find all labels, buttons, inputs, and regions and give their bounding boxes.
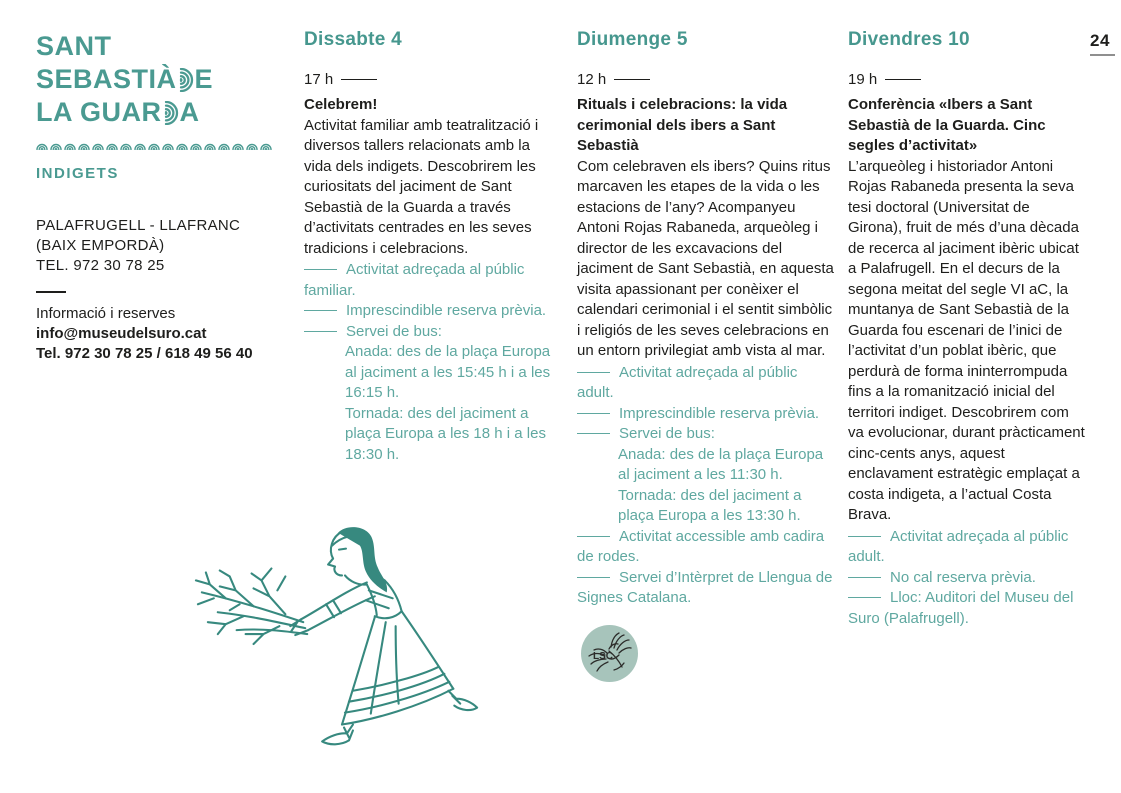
note-item: No cal reserva prèvia.	[848, 568, 1088, 589]
arch-ornament-icon	[120, 141, 132, 150]
page-number-rule	[1090, 54, 1115, 56]
note-item: Servei de bus:	[304, 322, 554, 343]
page-number-value: 24	[1090, 31, 1110, 50]
arch-ornament-icon	[92, 141, 104, 150]
event-column-dissabte-4	[304, 30, 554, 465]
bus-detail: Anada: des de la plaça Europa al jaciment a les 15:45 h i a les 16:15 h.	[345, 343, 551, 401]
note-item: Activitat accessible amb cadira de rodes.	[577, 527, 825, 565]
event-description: L’arqueòleg i historiador Antoni Rojas Rabaneda presenta la seva tesi doctoral (Universitat de Girona), fruit de més d’una dècada de recerca al jaciment ibèric ubicat a Palafrugell. En el decurs de la segona meitat del segle VI aC, la muntanya de Sant Sebastià de la Guarda fou escenari de l’inici de l’activitat d’un poblat ibèric, que perdurà de forma ininterrompuda fins a la romanització inicial del territori indiget. Descobrirem com va evolucionar, durant pràcticament cinc-cents anys, aquest enclavament estratègic emplaçat a costa indigeta, a l’actual Costa Brava.	[848, 157, 1085, 523]
event-title: Rituals i celebracions: la vida cerimonial dels ibers a Sant Sebastià	[577, 96, 788, 154]
event-title: Celebrem!	[304, 96, 378, 113]
address-line: PALAFRUGELL - LLAFRANC	[36, 217, 241, 234]
iberian-woman-illustration	[182, 518, 500, 780]
logo-tagline: INDIGETS	[36, 165, 119, 182]
logo-text: E	[194, 64, 214, 94]
note-dash	[304, 269, 337, 270]
logo-sant-sebastia	[36, 30, 276, 129]
event-time-value: 17 h	[304, 70, 334, 88]
arch-ornament-icon	[36, 141, 48, 150]
event-time	[577, 70, 835, 91]
contact-email: info@museudelsuro.cat	[36, 325, 207, 342]
note-dash	[577, 372, 610, 373]
stylized-d-glyph	[163, 101, 179, 125]
note-item: Servei de bus:	[577, 424, 835, 445]
arch-ornament-icon	[106, 141, 118, 150]
event-time	[304, 70, 554, 91]
note-dash	[848, 597, 881, 598]
address-line: TEL. 972 30 78 25	[36, 257, 165, 274]
arch-ornament-icon	[64, 141, 76, 150]
note-dash	[304, 310, 337, 311]
arch-ornament-icon	[246, 141, 258, 150]
sidebar	[36, 30, 276, 364]
event-day-heading: Diumenge 5	[577, 29, 688, 50]
logo-text: LA GUAR	[36, 97, 162, 127]
note-item: Lloc: Auditori del Museu del Suro (Palafrugell).	[848, 589, 1074, 627]
event-day-heading: Dissabte 4	[304, 29, 403, 50]
logo-line	[36, 63, 276, 96]
note-item: Imprescindible reserva prèvia.	[577, 404, 835, 425]
arch-ornament-icon	[260, 141, 272, 150]
event-description: Activitat familiar amb teatralització i diversos tallers relacionats amb la vida dels indigets. Descobrirem les curiositats del jaciment de Sant Sebastià de la Guarda a través d’activitats centrades en les seves tradicions i celebracions.	[304, 116, 539, 257]
note-item: Activitat adreçada al públic familiar.	[304, 261, 525, 299]
note-dash	[848, 536, 881, 537]
arch-ornament-icon	[218, 141, 230, 150]
address-line: (BAIX EMPORDÀ)	[36, 237, 165, 254]
logo-text: SEBASTIÀ	[36, 64, 177, 94]
note-dash	[577, 413, 610, 414]
arch-ornament-icon	[176, 141, 188, 150]
arch-ornament-icon	[148, 141, 160, 150]
contact-phones: Tel. 972 30 78 25 / 618 49 56 40	[36, 345, 253, 362]
event-column-divendres-10	[848, 30, 1088, 629]
note-item: Imprescindible reserva prèvia.	[304, 301, 554, 322]
event-day-heading: Divendres 10	[848, 29, 970, 50]
page-number	[1090, 31, 1115, 56]
arch-ornament-icon	[190, 141, 202, 150]
event-time-rule	[614, 79, 650, 80]
arch-ornament-icon	[162, 141, 174, 150]
arch-ornament-icon	[134, 141, 146, 150]
event-time	[848, 70, 1088, 91]
note-dash	[577, 536, 610, 537]
event-description: Com celebraven els ibers? Quins ritus marcaven les etapes de la vida o les estacions de l’any? Acompanyeu Antoni Rojas Rabaneda, arqueòleg i director de les excavacions del jaciment de Sant Sebastià, en aquesta visita apassionant per conèixer el calendari cerimonial i el sentit simbòlic i religiós de les seves celebracions en un entorn privilegiat amb vista al mar.	[577, 157, 834, 359]
event-time-value: 12 h	[577, 70, 607, 88]
logo-line	[36, 30, 276, 63]
note-dash	[304, 331, 337, 332]
bus-detail: Anada: des de la plaça Europa al jaciment a les 11:30 h.	[618, 445, 824, 483]
note-item: Servei d’Intèrpret de Llengua de Signes Catalana.	[577, 568, 833, 606]
logo-line	[36, 96, 276, 129]
lsc-badge-label: LSC	[593, 650, 613, 662]
divider-dash	[36, 291, 66, 293]
bus-detail: Tornada: des del jaciment a plaça Europa a les 13:30 h.	[618, 486, 802, 524]
arch-ornament-icon	[204, 141, 216, 150]
info-reserves-label: Informació i reserves	[36, 305, 176, 322]
event-title: Conferència «Ibers a Sant Sebastià de la Guarda. Cinc segles d’activitat»	[848, 96, 1046, 154]
note-dash	[577, 577, 610, 578]
note-dash	[848, 577, 881, 578]
logo-text: A	[179, 97, 200, 127]
lsc-hands-icon	[581, 625, 638, 682]
bus-detail: Tornada: des del jaciment a plaça Europa a les 18 h i a les 18:30 h.	[345, 404, 546, 463]
arch-ornament-row	[36, 141, 276, 150]
event-column-diumenge-5	[577, 30, 835, 682]
event-time-rule	[885, 79, 921, 80]
note-item: Activitat adreçada al públic adult.	[848, 527, 1069, 565]
note-item: Activitat adreçada al públic adult.	[577, 363, 798, 401]
address-block	[36, 216, 276, 276]
arch-ornament-icon	[232, 141, 244, 150]
lsc-badge	[581, 625, 638, 682]
arch-ornament-icon	[50, 141, 62, 150]
event-time-rule	[341, 79, 377, 80]
arch-ornament-icon	[78, 141, 90, 150]
stylized-d-glyph	[178, 68, 194, 92]
note-dash	[577, 433, 610, 434]
logo-text: SANT	[36, 31, 112, 61]
event-time-value: 19 h	[848, 70, 878, 88]
